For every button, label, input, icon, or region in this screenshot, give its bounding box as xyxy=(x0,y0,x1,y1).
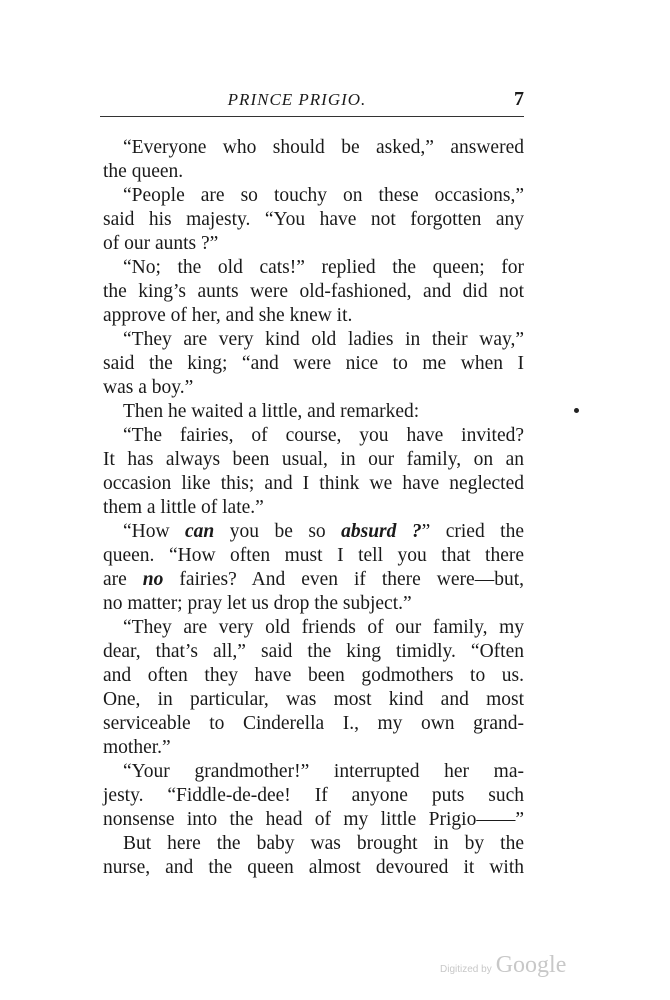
body-text xyxy=(103,136,524,880)
text-segment: “People are so touchy on these occasions,” xyxy=(123,185,524,206)
watermark-brand: Google xyxy=(495,952,567,978)
digitized-by-google-watermark xyxy=(440,952,566,979)
text-segment: But here the baby was brought in by the xyxy=(123,833,524,854)
text-line xyxy=(103,328,524,352)
text-line xyxy=(103,376,524,400)
text-line xyxy=(103,664,524,688)
text-segment: said the king; “and were nice to me when I xyxy=(103,353,524,374)
text-line xyxy=(103,520,524,544)
text-line xyxy=(103,304,524,328)
page-header xyxy=(100,86,524,116)
text-segment: occasion like this; and I think we have neglected xyxy=(103,473,524,494)
watermark-prefix: Digitized by xyxy=(440,964,492,975)
text-segment: queen. “How often must I tell you that there xyxy=(103,545,524,566)
text-line xyxy=(103,472,524,496)
page-number: 7 xyxy=(514,88,524,110)
italic-text: can xyxy=(185,521,215,542)
text-segment: serviceable to Cinderella I., my own grand- xyxy=(103,713,524,734)
text-line xyxy=(103,400,524,424)
text-line xyxy=(103,568,524,592)
text-segment: nurse, and the queen almost devoured it with xyxy=(103,857,524,878)
text-segment: the queen. xyxy=(103,161,184,182)
text-line xyxy=(103,616,524,640)
header-rule xyxy=(100,116,524,117)
text-segment: no matter; pray let us drop the subject.” xyxy=(103,593,412,614)
text-segment: “Your grandmother!” interrupted her ma- xyxy=(123,761,524,782)
text-segment: the king’s aunts were old-fashioned, and did not xyxy=(103,281,524,302)
text-segment: “No; the old cats!” replied the queen; for xyxy=(123,257,524,278)
text-segment: them a little of late.” xyxy=(103,497,264,518)
text-line xyxy=(103,736,524,760)
italic-text: absurd ? xyxy=(341,521,422,542)
running-title: PRINCE PRIGIO. xyxy=(227,90,367,109)
text-line xyxy=(103,592,524,616)
text-segment: jesty. “Fiddle-de-dee! If anyone puts such xyxy=(103,785,524,806)
text-segment: said his majesty. “You have not forgotten any xyxy=(103,209,524,230)
text-line xyxy=(103,208,524,232)
text-segment: Then he waited a little, and remarked: xyxy=(123,401,420,422)
text-line xyxy=(103,256,524,280)
text-segment: dear, that’s all,” said the king timidly. “Often xyxy=(103,641,524,662)
text-line xyxy=(103,184,524,208)
text-line xyxy=(103,784,524,808)
scan-speck xyxy=(574,408,579,413)
text-segment: “Everyone who should be asked,” answered xyxy=(123,137,524,158)
text-segment: was a boy.” xyxy=(103,377,194,398)
text-segment: “They are very kind old ladies in their way,” xyxy=(123,329,524,350)
text-line xyxy=(103,544,524,568)
text-segment: “They are very old friends of our family, my xyxy=(123,617,524,638)
text-segment: “The fairies, of course, you have invited? xyxy=(123,425,524,446)
text-line xyxy=(103,496,524,520)
text-line xyxy=(103,280,524,304)
text-segment: you be so xyxy=(214,521,342,542)
text-segment: ” cried the xyxy=(421,521,524,542)
text-segment: One, in particular, was most kind and most xyxy=(103,689,524,710)
text-line xyxy=(103,232,524,256)
text-line xyxy=(103,640,524,664)
text-line xyxy=(103,424,524,448)
text-line xyxy=(103,712,524,736)
text-segment: It has always been usual, in our family, on an xyxy=(103,449,524,470)
text-line xyxy=(103,448,524,472)
text-line xyxy=(103,688,524,712)
text-segment: mother.” xyxy=(103,737,171,758)
text-line xyxy=(103,832,524,856)
text-segment: fairies? And even if there were—but, xyxy=(163,569,524,590)
text-line xyxy=(103,352,524,376)
text-segment: nonsense into the head of my little Prigio——” xyxy=(103,809,524,830)
text-segment: are xyxy=(103,569,143,590)
text-segment: and often they have been godmothers to us. xyxy=(103,665,524,686)
text-line xyxy=(103,136,524,160)
text-line xyxy=(103,760,524,784)
text-line xyxy=(103,808,524,832)
text-line xyxy=(103,160,524,184)
text-segment: of our aunts ?” xyxy=(103,233,219,254)
text-segment: approve of her, and she knew it. xyxy=(103,305,353,326)
italic-text: no xyxy=(142,569,164,590)
text-line xyxy=(103,856,524,880)
text-segment: “How xyxy=(123,521,186,542)
